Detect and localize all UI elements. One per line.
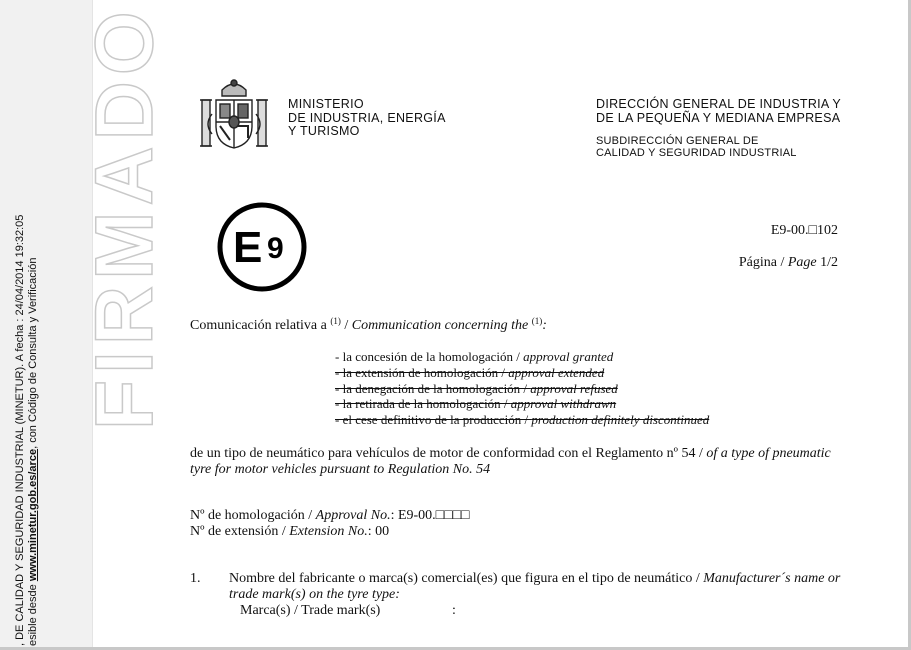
communication-sep: / bbox=[340, 318, 352, 333]
option-en: production definitely discontinued bbox=[531, 412, 710, 428]
footnote-ref: (1) bbox=[330, 316, 341, 326]
item-manufacturer bbox=[229, 571, 849, 603]
directorate-line-2: DE LA PEQUEÑA Y MEDIANA EMPRESA bbox=[596, 110, 841, 125]
signature-prefix: esible desde bbox=[27, 581, 39, 646]
communication-es: Comunicación relativa a bbox=[190, 318, 331, 333]
trademark-colon: : bbox=[452, 603, 456, 618]
coat-of-arms-icon bbox=[198, 78, 270, 152]
communication-heading: Comunicación relativa a $^{(1)}$ / Communication concerning the $^{(1)}$: bbox=[190, 316, 547, 333]
communication-en: Communication concerning the bbox=[351, 318, 532, 333]
signature-text bbox=[14, 215, 40, 646]
extension-value: : 00 bbox=[367, 524, 390, 539]
page-count: 1/2 bbox=[816, 255, 838, 270]
signature-line-1: , DE CALIDAD Y SEGURIDAD INDUSTRIAL (MINETUR). A fecha : 24/04/2014 19:32:05 bbox=[14, 214, 26, 646]
option-en: approval granted bbox=[523, 349, 614, 364]
mark-letter: E bbox=[233, 223, 263, 272]
option-approval-extended bbox=[335, 365, 709, 381]
item-number: 1. bbox=[190, 571, 201, 586]
subdirectorate-line-2: CALIDAD Y SEGURIDAD INDUSTRIAL bbox=[596, 147, 797, 159]
signature-strip bbox=[0, 0, 170, 650]
option-production-discontinued bbox=[335, 412, 709, 428]
option-en: approval refused bbox=[530, 380, 618, 396]
signature-suffix: , con Código de Consulta y Verificación bbox=[27, 257, 39, 449]
option-approval-withdrawn bbox=[335, 396, 709, 412]
extension-number bbox=[190, 524, 470, 540]
option-en: approval extended bbox=[508, 364, 605, 380]
option-es: - la extensión de homologación / bbox=[335, 364, 509, 380]
document-reference: E9-00.□102 bbox=[770, 223, 838, 238]
tyre-en: of a type of pneumatic tyre for motor vehicles pursuant to Regulation No. 54 bbox=[190, 446, 831, 477]
approval-number bbox=[190, 508, 470, 524]
option-es: - la denegación de la homologación / bbox=[335, 380, 531, 396]
option-en: approval withdrawn bbox=[510, 396, 617, 412]
e9-approval-mark bbox=[214, 202, 310, 292]
option-es: - el cese definitivo de la producción / bbox=[335, 412, 532, 428]
extension-label-es: Nº de extensión / bbox=[190, 524, 290, 539]
directorate-line-1: DIRECCIÓN GENERAL DE INDUSTRIA Y bbox=[596, 97, 842, 111]
sub-directorate bbox=[596, 135, 797, 159]
item-en: Manufacturer´s name or trade mark(s) on the tyre type: bbox=[229, 571, 841, 602]
page-label-en: Page bbox=[787, 255, 817, 270]
signature-line-2 bbox=[27, 215, 40, 646]
tyre-type-statement bbox=[190, 446, 850, 478]
mark-number: 9 bbox=[267, 232, 284, 265]
approval-value: : E9-00.□□□□ bbox=[390, 508, 470, 523]
communication-options bbox=[335, 349, 709, 428]
general-directorate bbox=[596, 98, 841, 125]
item-es: Nombre del fabricante o marca(s) comercial(es) que figura en el tipo de neumático / bbox=[229, 571, 704, 586]
option-approval-refused bbox=[335, 381, 709, 397]
option-es: - la concesión de la homologación / bbox=[335, 349, 524, 364]
page-label-es: Página / bbox=[738, 255, 788, 270]
trademark-label: Marca(s) / Trade mark(s) bbox=[240, 603, 381, 618]
option-es: - la retirada de la homologación / bbox=[335, 396, 511, 412]
signed-watermark: FIRMADO bbox=[79, 5, 170, 430]
page-number bbox=[739, 255, 838, 271]
ministry-line-2: DE INDUSTRIA, ENERGÍA bbox=[288, 110, 446, 125]
subdirectorate-line-1: SUBDIRECCIÓN GENERAL DE bbox=[596, 135, 759, 147]
approval-label-es: Nº de homologación / bbox=[190, 508, 316, 523]
approval-label-en: Approval No. bbox=[315, 508, 391, 523]
footnote-ref: (1) bbox=[531, 316, 543, 326]
ministry-line-3: Y TURISMO bbox=[288, 124, 360, 138]
option-approval-granted bbox=[335, 349, 709, 365]
extension-label-en: Extension No. bbox=[289, 524, 368, 539]
verification-link[interactable]: www.minetur.gob.es/arce bbox=[27, 448, 39, 582]
tyre-es: de un tipo de neumático para vehículos de motor de conformidad con el Reglamento nº 54 / bbox=[190, 446, 707, 461]
ministry-name bbox=[288, 98, 446, 139]
ministry-line-1: MINISTERIO bbox=[288, 97, 364, 111]
approval-numbers bbox=[190, 508, 470, 540]
